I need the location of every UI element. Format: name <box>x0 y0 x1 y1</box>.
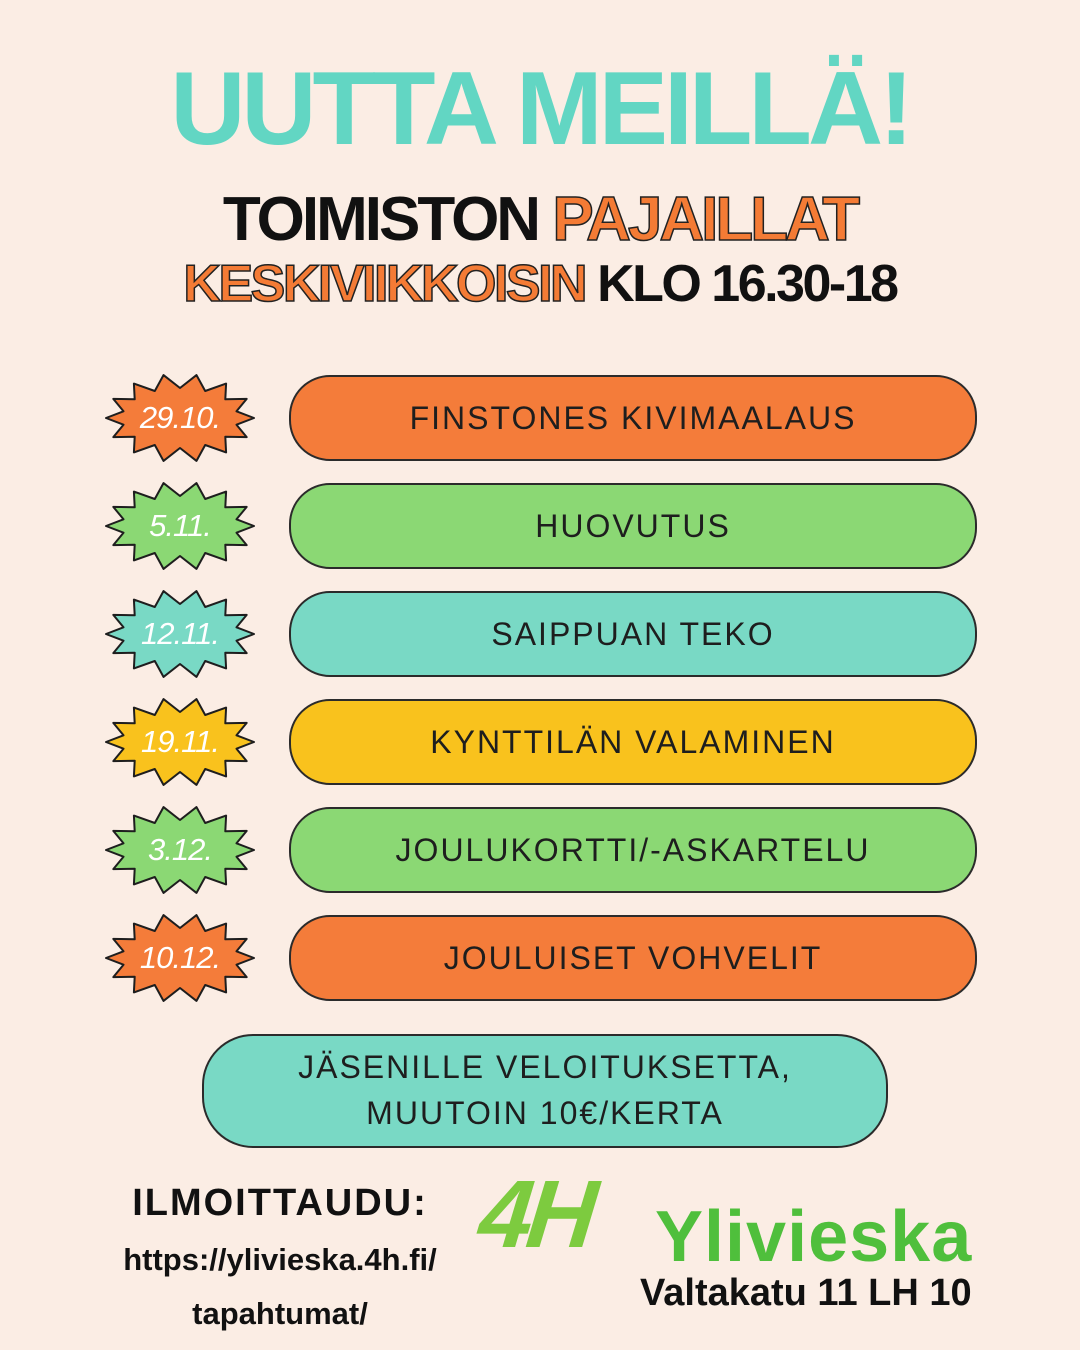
date-badge <box>104 696 256 788</box>
date-label: 12.11. <box>141 616 219 651</box>
event-name: SAIPPUAN TEKO <box>289 591 977 677</box>
4h-logo-mark: 4H <box>474 1161 597 1268</box>
registration-block <box>70 1182 490 1341</box>
date-label: 5.11. <box>149 508 211 543</box>
date-label: 19.11. <box>141 724 219 759</box>
price-line-1: JÄSENILLE VELOITUKSETTA, <box>298 1049 792 1085</box>
event-row <box>0 591 1080 677</box>
registration-url-line-2: tapahtumat/ <box>192 1296 368 1331</box>
schedule-line <box>0 256 1080 313</box>
date-badge <box>104 804 256 896</box>
event-row <box>0 915 1080 1001</box>
event-row <box>0 375 1080 461</box>
registration-url-line-1: https://ylivieska.4h.fi/ <box>123 1242 437 1277</box>
event-name: JOULUKORTTI/-ASKARTELU <box>289 807 977 893</box>
date-badge <box>104 588 256 680</box>
event-row <box>0 483 1080 569</box>
subtitle-office: TOIMISTON <box>222 185 539 254</box>
schedule-day: KESKIVIIKKOISIN <box>183 255 586 313</box>
event-row <box>0 807 1080 893</box>
event-row <box>0 699 1080 785</box>
date-label: 3.12. <box>148 832 212 867</box>
logo-name: Ylivieska <box>655 1197 973 1277</box>
event-name: JOULUISET VOHVELIT <box>289 915 977 1001</box>
page-title: UUTTA MEILLÄ! <box>170 51 910 167</box>
date-label: 10.12. <box>139 940 221 975</box>
price-info <box>202 1034 888 1148</box>
address: Valtakatu 11 LH 10 <box>640 1272 972 1314</box>
subtitle <box>0 186 1080 254</box>
subtitle-workshops: PAJAILLAT <box>552 185 858 254</box>
registration-label: ILMOITTAUDU: <box>132 1182 428 1224</box>
date-badge <box>104 372 256 464</box>
event-name: KYNTTILÄN VALAMINEN <box>289 699 977 785</box>
registration-url[interactable] <box>70 1233 490 1341</box>
price-line-2: MUUTOIN 10€/KERTA <box>366 1095 724 1131</box>
event-name: FINSTONES KIVIMAALAUS <box>289 375 977 461</box>
date-badge <box>104 912 256 1004</box>
date-label: 29.10. <box>139 400 221 435</box>
event-name: HUOVUTUS <box>289 483 977 569</box>
schedule-time: KLO 16.30-18 <box>597 255 897 313</box>
date-badge <box>104 480 256 572</box>
